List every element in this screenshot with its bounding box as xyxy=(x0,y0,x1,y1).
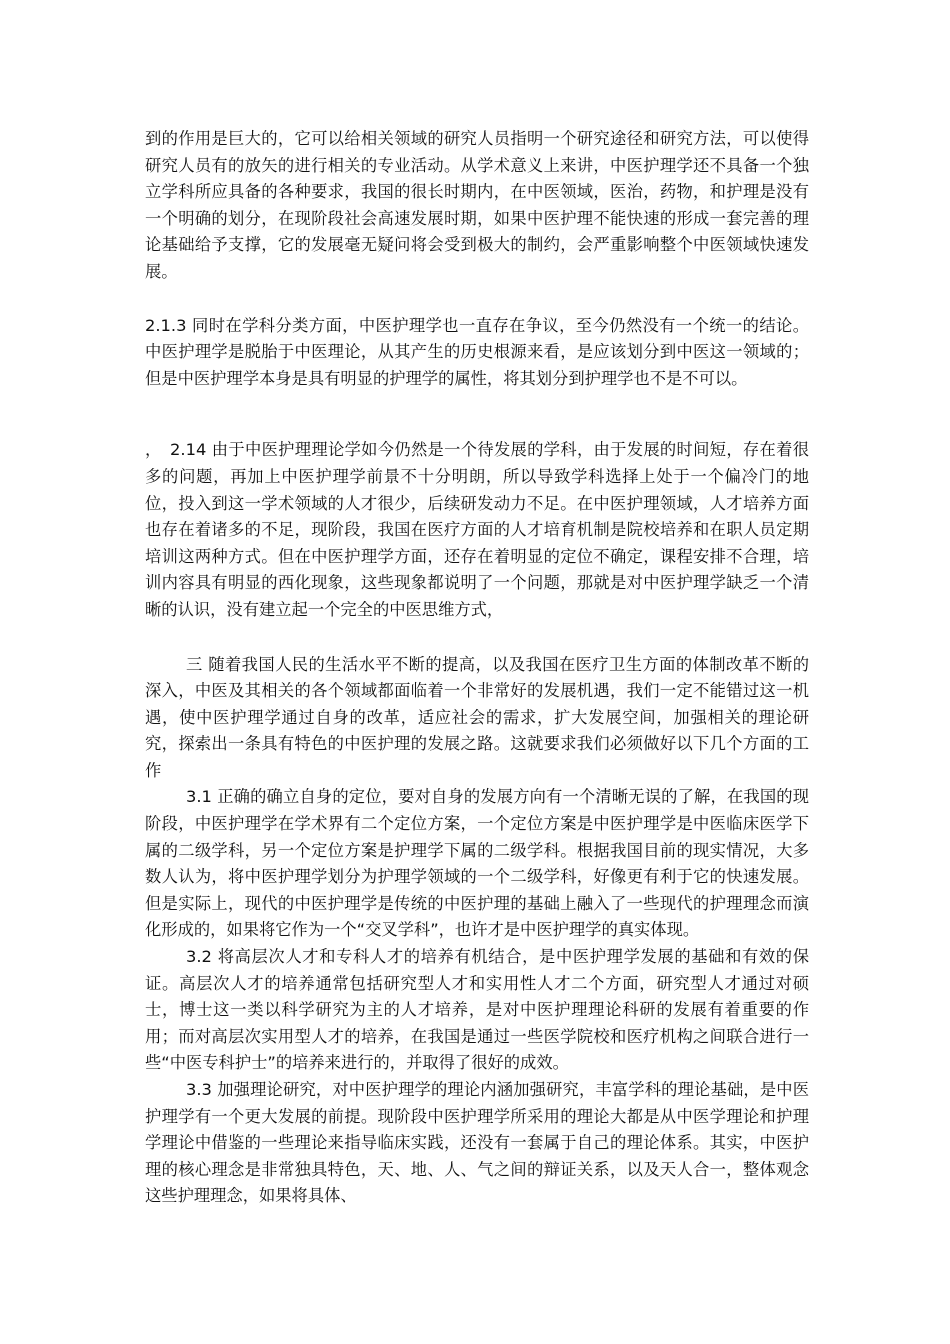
paragraph-3-3: 3.3 加强理论研究，对中医护理学的理论内涵加强研究，丰富学科的理论基础，是中医护理学有一个更大发展的前提。现阶段中医护理学所采用的理论大都是从中医学理论和护理学理论中借鉴的一些理论来指导临床实践，还没有一套属于自己的理论体系。其实，中医护理的核心理念是非常独具特色，天、地、人、气之间的辩证关系，以及天人合一，整体观念这些护理理念，如果将具体、 xyxy=(145,1080,809,1206)
paragraph-role-of-theory: 到的作用是巨大的，它可以给相关领域的研究人员指明一个研究途径和研究方法，可以使得研究人员有的放矢的进行相关的专业活动。从学术意义上来讲，中医护理学还不具备一个独立学科所应具备的各种要求，我国的很长时期内，在中医领域，医治，药物，和护理是没有一个明确的划分，在现阶段社会高速发展时期，如果中医护理不能快速的形成一套完善的理论基础给予支撑，它的发展毫无疑问将会受到极大的制约，会严重影响整个中医领域快速发展。 xyxy=(145,129,809,281)
paragraph-3-1: 3.1 正确的确立自身的定位，要对自身的发展方向有一个清晰无误的了解，在我国的现阶段，中医护理学在学术界有二个定位方案，一个定位方案是中医护理学是中医临床医学下属的二级学科，另一个定位方案是护理学下属的二级学科。根据我国目前的现实情况，大多数人认为，将中医护理学划分为护理学领域的一个二级学科，好像更有利于它的快速发展。但是实际上，现代的中医护理学是传统的中医护理的基础上融入了一些现代的护理理念而演化形成的，如果将它作为一个“交叉学科”，也许才是中医护理学的真实体现。 xyxy=(145,787,809,940)
paragraph-2-14: ， 2.14 由于中医护理理论学如今仍然是一个待发展的学科，由于发展的时间短，存在着很多的问题，再加上中医护理学前景不十分明朗，所以导致学科选择上处于一个偏冷门的地位，投入到这一学术领域的人才很少，后续研发动力不足。在中医护理领域，人才培养方面也存在着诸多的不足，现阶段，我国在医疗方面的人才培育机制是院校培养和在职人员定期培训这两种方式。但在中医护理学方面，还存在着明显的定位不确定，课程安排不合理，培训内容具有明显的西化现象，这些现象都说明了一个问题，那就是对中医护理学缺乏一个清晰的认识，没有建立起一个完全的中医思维方式， xyxy=(145,440,809,619)
paragraph-spacer xyxy=(145,392,809,437)
paragraph-3-2: 3.2 将高层次人才和专科人才的培养有机结合，是中医护理学发展的基础和有效的保证。高层次人才的培养通常包括研究型人才和实用性人才二个方面，研究型人才通过对硕士，博士这一类以科学研究为主的人才培养，是对中医护理理论科研的发展有着重要的作用；而对高层次实用型人才的培养，在我国是通过一些医学院校和医疗机构之间联合进行一些“中医专科护士”的培养来进行的，并取得了很好的成效。 xyxy=(145,947,809,1073)
paragraph-spacer xyxy=(145,624,809,652)
document-page xyxy=(145,126,809,1210)
paragraph-section-3: 三 随着我国人民的生活水平不断的提高，以及我国在医疗卫生方面的体制改革不断的深入，中医及其相关的各个领域都面临着一个非常好的发展机遇，我们一定不能错过这一机遇，使中医护理学通过自身的改革，适应社会的需求，扩大发展空间，加强相关的理论研究，探索出一条具有特色的中医护理的发展之路。这就要求我们必须做好以下几个方面的工作 xyxy=(145,654,809,780)
paragraph-spacer xyxy=(145,286,809,313)
paragraph-2-1-3: 2.1.3 同时在学科分类方面，中医护理学也一直存在争议，至今仍然没有一个统一的结论。中医护理学是脱胎于中医理论，从其产生的历史根源来看，是应该划分到中医这一领域的；但是中医护理学本身是具有明显的护理学的属性，将其划分到护理学也不是不可以。 xyxy=(145,315,809,388)
